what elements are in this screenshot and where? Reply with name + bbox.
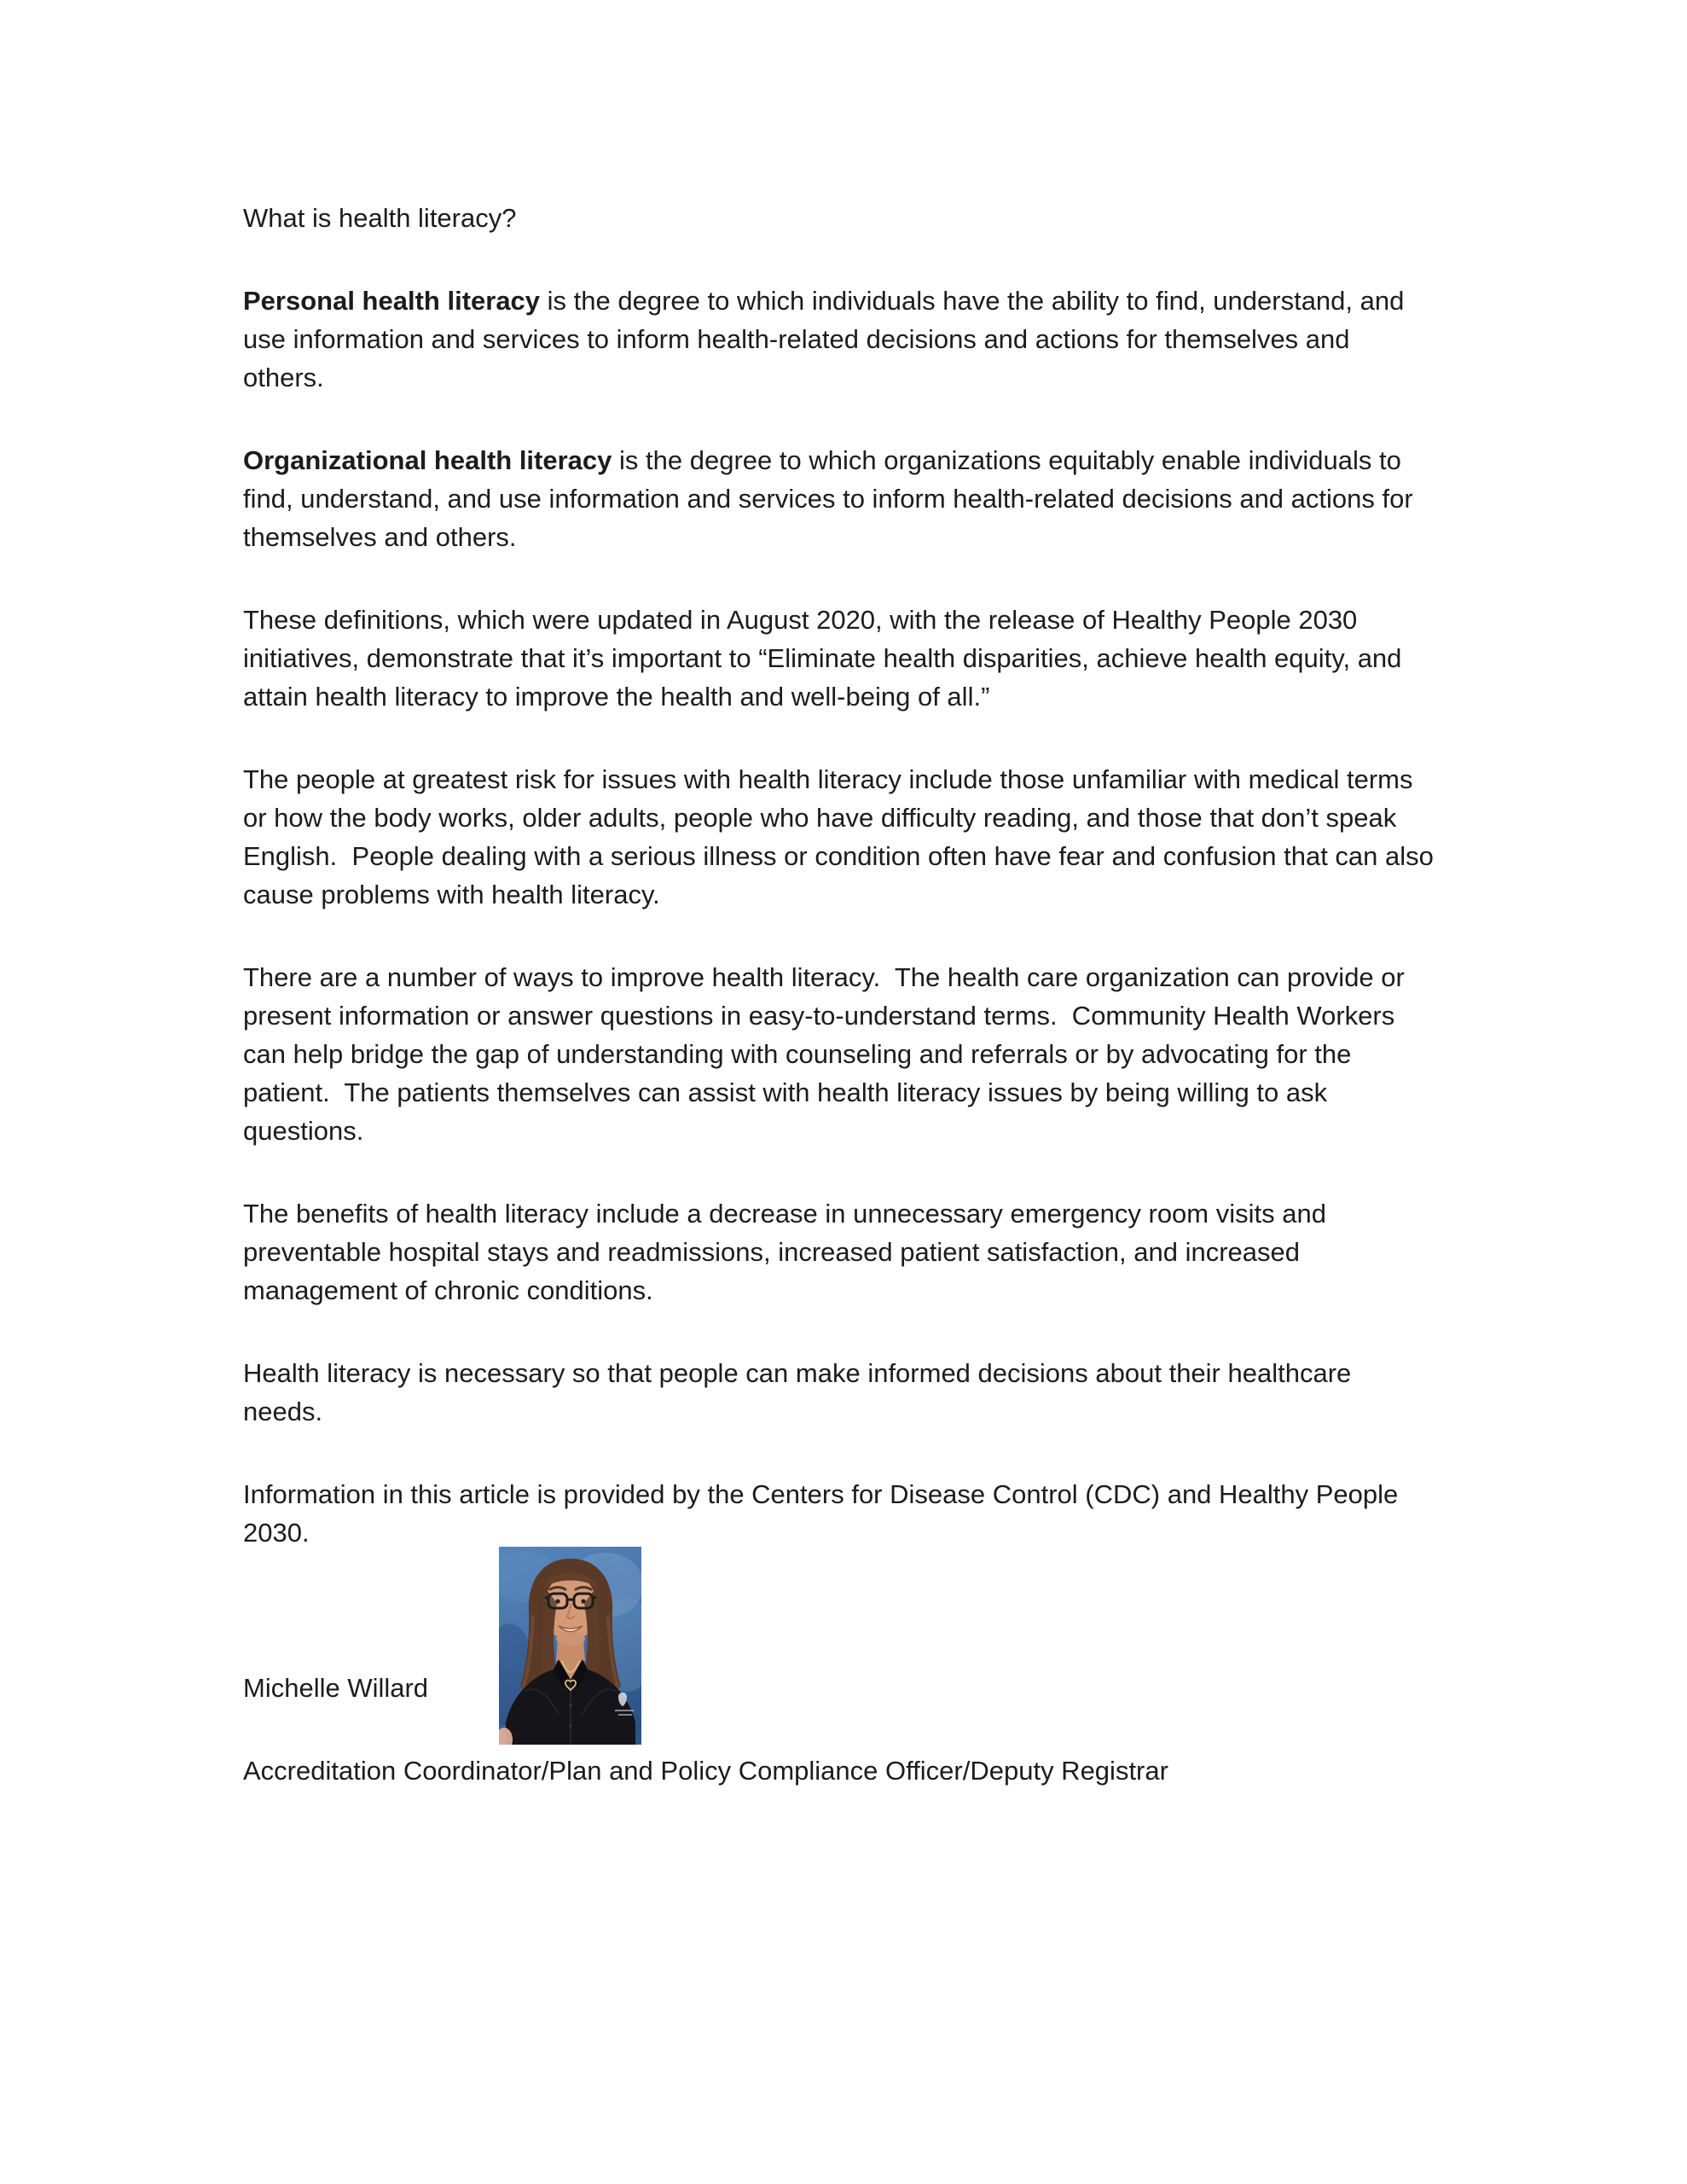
para-organizational-text: is the degree to which organizations equitably enable individuals to find, understand, and use information and services to inform health-related decisions and actions for themselves and others.	[243, 445, 1421, 552]
bold-lead-personal: Personal health literacy	[243, 286, 541, 316]
author-name: Michelle Willard	[243, 1673, 429, 1703]
bold-lead-organizational: Organizational health literacy	[243, 445, 612, 475]
author-title: Accreditation Coordinator/Plan and Policy Compliance Officer/Deputy Registrar	[243, 1756, 1168, 1786]
para-sources: Information in this article is provided by the Centers for Disease Control (CDC) and Healthy People 2030.	[243, 1479, 1406, 1548]
para-necessity: Health literacy is necessary so that people can make informed decisions about their healthcare needs.	[243, 1358, 1359, 1426]
para-benefits: The benefits of health literacy include a decrease in unnecessary emergency room visits and preventable hospital stays and readmissions, increased patient satisfaction, and increased management of chronic conditions.	[243, 1199, 1334, 1305]
para-personal-text: is the degree to which individuals have the ability to find, understand, and use information and services to inform health-related decisions and actions for themselves and others.	[243, 286, 1412, 392]
para-ways-to-improve: There are a number of ways to improve health literacy. The health care organization can provide or present information or answer questions in easy-to-understand terms. Community Health Workers can help bridge the gap of understanding with counseling and referrals or by advocating for the patient. The patients themselves can assist with health literacy issues by being willing to ask questions.	[243, 962, 1412, 1146]
author-photo-image	[499, 1547, 641, 1745]
para-definitions-update: These definitions, which were updated in August 2020, with the release of Healthy People 2030 initiatives, demonstrate that it’s important to “Eliminate health disparities, achieve health equity, and attain health literacy to improve the health and well-being of all.”	[243, 605, 1410, 712]
document-body	[243, 199, 1441, 1834]
para-personal-health-literacy	[243, 282, 1437, 397]
heading-question: What is health literacy?	[243, 203, 517, 233]
para-at-risk-groups: The people at greatest risk for issues with health literacy include those unfamiliar with medical terms or how the body works, older adults, people who have difficulty reading, and those that don’t speak English. People dealing with a serious illness or condition often have fear and confusion that can also cause problems with health literacy.	[243, 764, 1441, 909]
author-photo	[499, 1547, 641, 1745]
para-organizational-health-literacy	[243, 441, 1437, 556]
